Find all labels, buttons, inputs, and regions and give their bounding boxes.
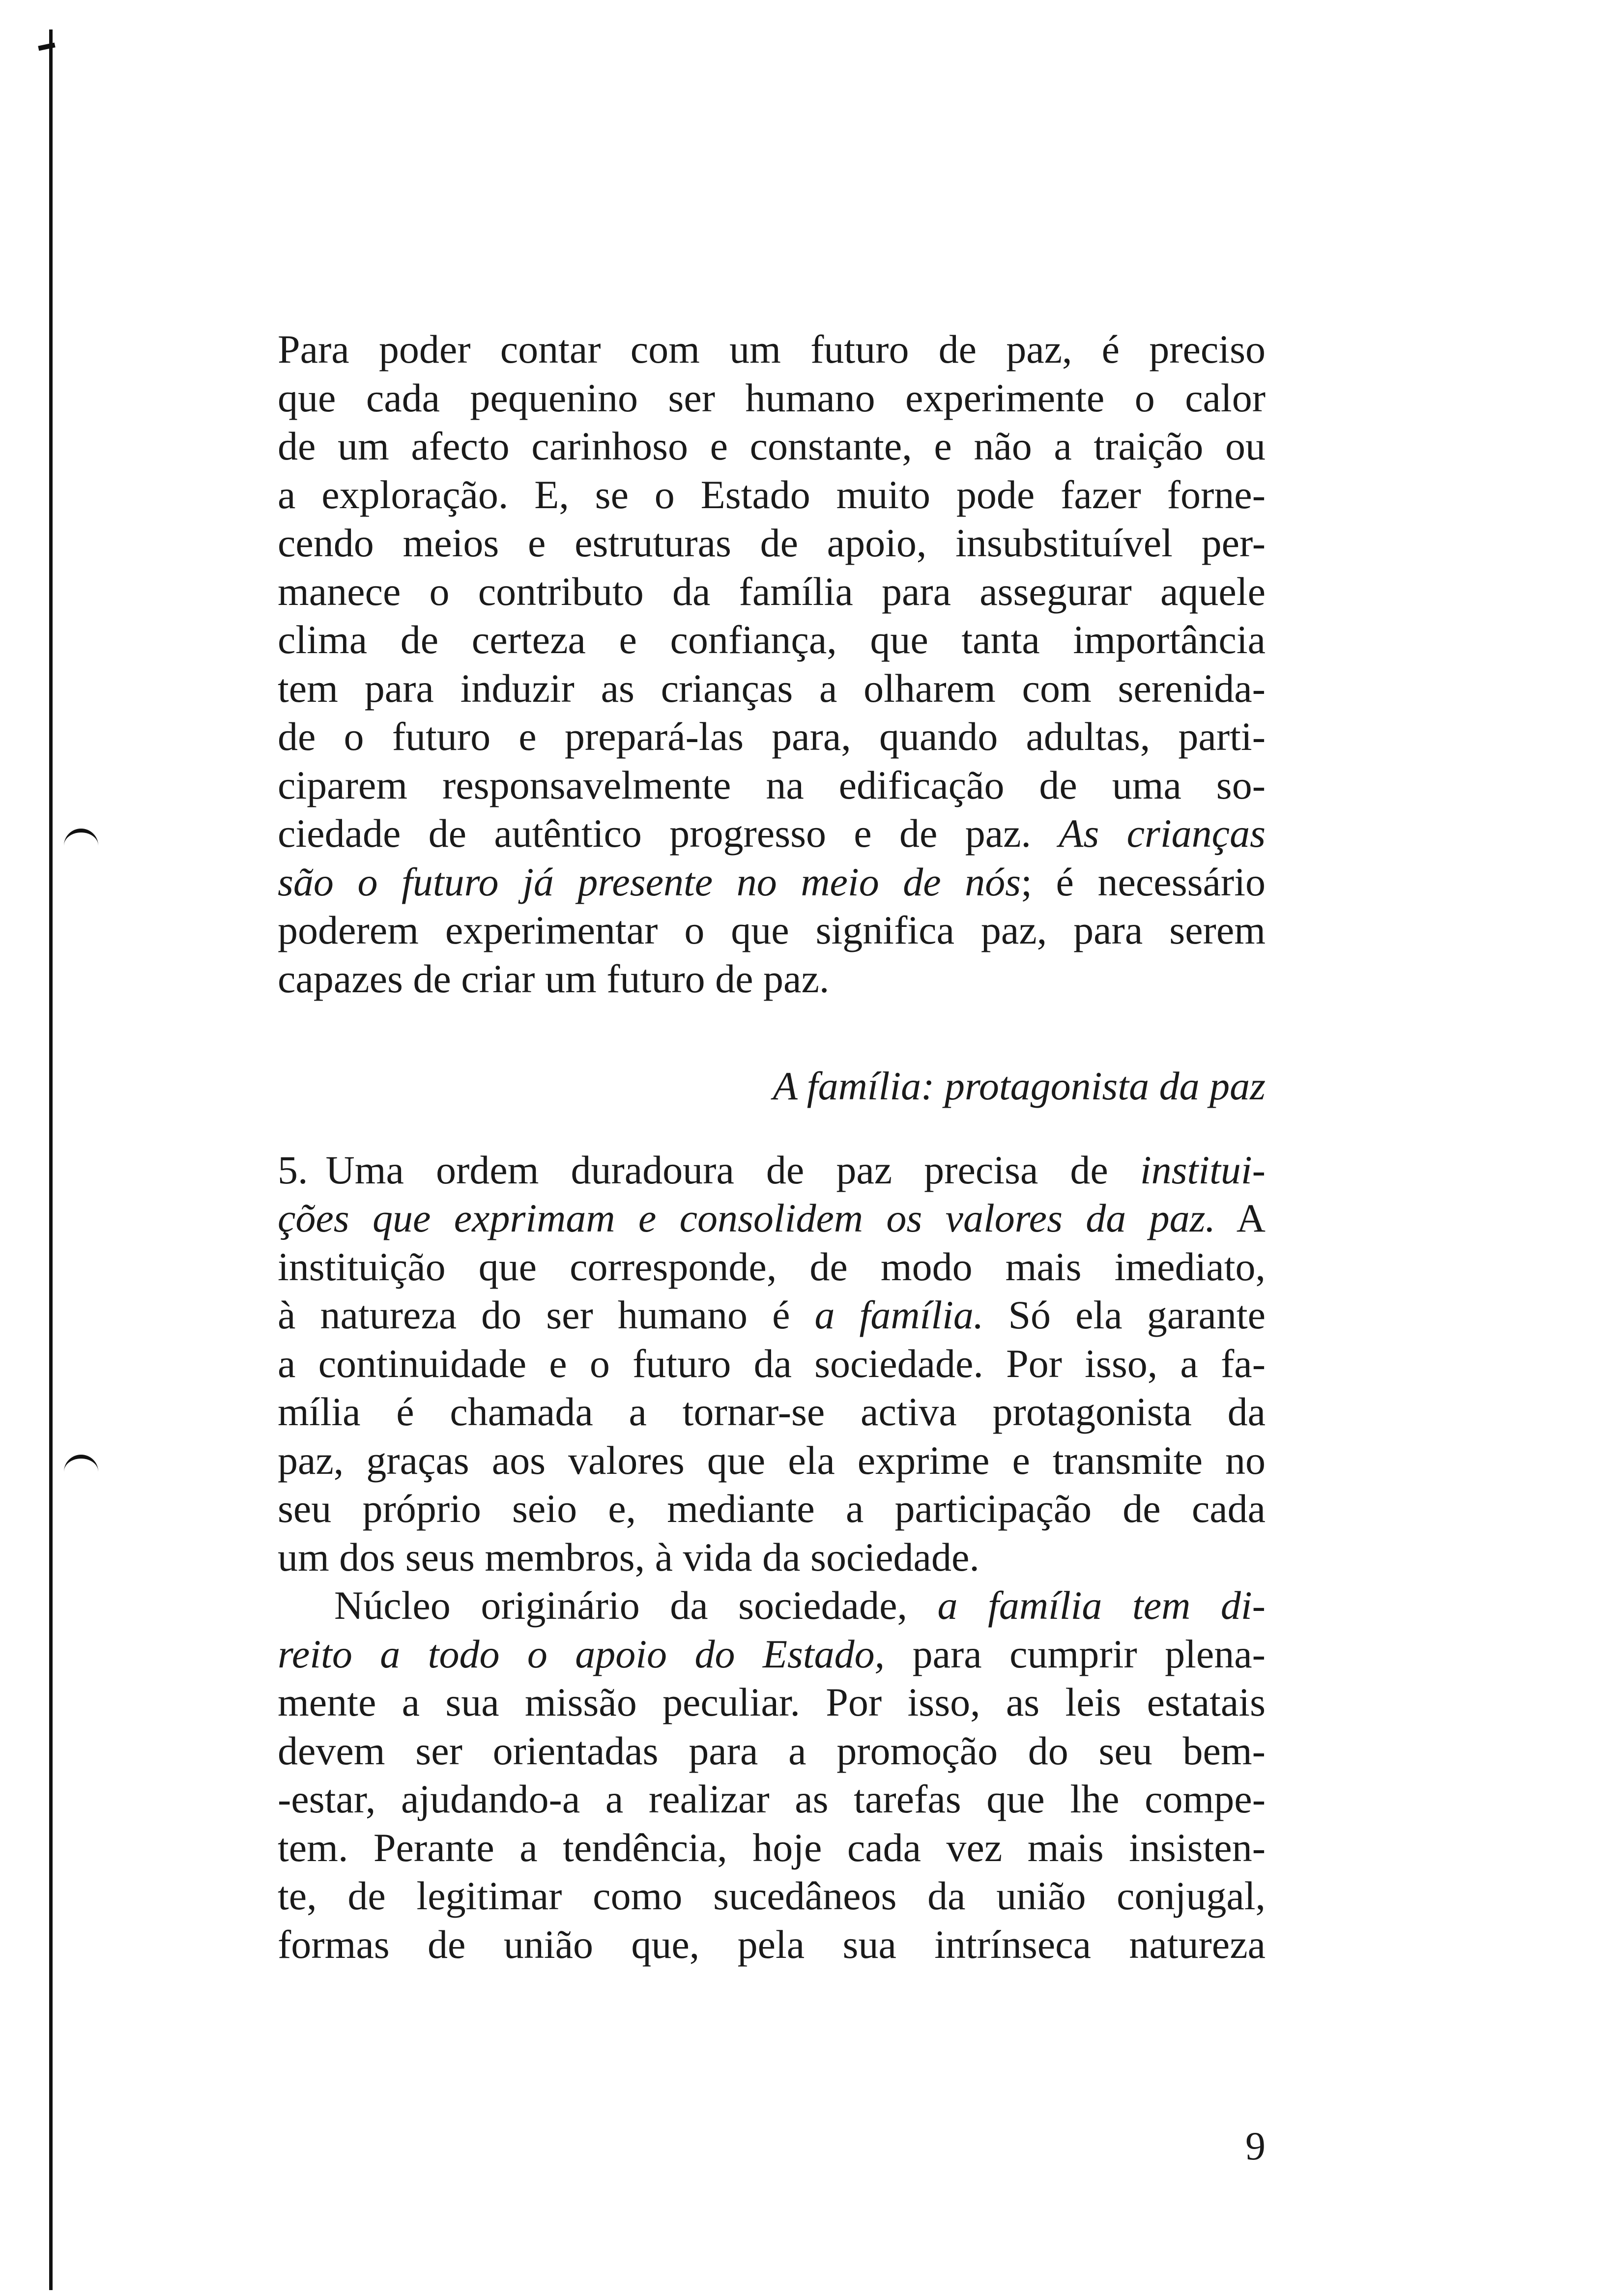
text-column: [278, 325, 1266, 1969]
text-line: tem. Perante a tendência, hoje cada vez mais insisten-: [278, 1825, 1266, 1870]
page-number: 9: [1245, 2124, 1266, 2168]
text-line: [278, 1581, 1266, 1630]
italic-span: reito a todo o apoio do Estado,: [278, 1631, 885, 1676]
text-line: seu próprio seio e, mediante a participação de cada: [278, 1486, 1266, 1531]
text-span: Uma ordem duradoura de paz precisa de: [325, 1147, 1108, 1192]
text-line: ciparem responsavelmente na edificação de uma so-: [278, 762, 1266, 807]
text-line: devem ser orientadas para a promoção do seu bem-: [278, 1728, 1266, 1773]
binding-edge-line: [49, 29, 53, 2290]
paragraph-1: [278, 325, 1266, 1003]
italic-span: a família tem di-: [937, 1583, 1266, 1628]
italic-span: As crianças: [1059, 811, 1266, 856]
binding-edge-tick: [38, 43, 55, 51]
text-span: para cumprir plena-: [912, 1631, 1266, 1676]
text-span: Só ela garante: [1008, 1292, 1266, 1337]
text-line: [278, 1146, 1266, 1195]
text-line: mília é chamada a tornar-se activa protagonista da: [278, 1389, 1266, 1434]
text-span: ; é necessário: [1021, 859, 1266, 904]
text-line: paz, graças aos valores que ela exprime e transmite no: [278, 1437, 1266, 1483]
text-line: [278, 1630, 1266, 1679]
text-line: a exploração. E, se o Estado muito pode fazer forne-: [278, 472, 1266, 517]
paragraph-2: [278, 1146, 1266, 1582]
text-line: mente a sua missão peculiar. Por isso, as leis estatais: [278, 1680, 1266, 1724]
text-line: [278, 809, 1266, 858]
text-line: manece o contributo da família para assegurar aquele: [278, 569, 1266, 614]
text-line: te, de legitimar como sucedâneos da união conjugal,: [278, 1873, 1266, 1918]
italic-span: ções que exprimam e consolidem os valores da paz.: [278, 1196, 1215, 1240]
text-line: formas de união que, pela sua intrínseca natureza: [278, 1922, 1266, 1967]
italic-span: são o futuro já presente no meio de nós: [278, 859, 1021, 904]
paragraph-3: [278, 1581, 1266, 1969]
text-line: [278, 1291, 1266, 1340]
paragraph-number: 5.: [278, 1147, 308, 1192]
text-line: instituição que corresponde, de modo mais imediato,: [278, 1244, 1266, 1289]
text-span: à natureza do ser humano é: [278, 1292, 790, 1337]
text-line: clima de certeza e confiança, que tanta importância: [278, 617, 1266, 662]
text-line: capazes de criar um futuro de paz.: [278, 956, 830, 1001]
text-line: tem para induzir as crianças a olharem com serenida-: [278, 665, 1266, 711]
section-heading: A família: protagonista da paz: [773, 1063, 1266, 1108]
text-span: Núcleo originário da sociedade,: [334, 1583, 907, 1628]
text-line: a continuidade e o futuro da sociedade. Por isso, a fa-: [278, 1341, 1266, 1386]
text-line: um dos seus membros, à vida da sociedade.: [278, 1534, 979, 1579]
text-line: que cada pequenino ser humano experimente o calor: [278, 375, 1266, 420]
text-span: ciedade de autêntico progresso e de paz.: [278, 811, 1031, 856]
italic-span: institui-: [1140, 1147, 1266, 1192]
text-line: [278, 1194, 1266, 1243]
text-line: de um afecto carinhoso e constante, e não a traição ou: [278, 424, 1266, 468]
margin-mark: [64, 1455, 98, 1472]
spacer: [278, 1111, 1266, 1146]
italic-span: a família.: [814, 1292, 984, 1337]
text-line: poderem experimentar o que significa paz, para serem: [278, 908, 1266, 952]
margin-mark: [64, 829, 98, 846]
text-line: -estar, ajudando-a a realizar as tarefas que lhe compe-: [278, 1777, 1266, 1821]
text-line: Para poder contar com um futuro de paz, é preciso: [278, 327, 1266, 372]
spacer: [278, 1003, 1266, 1062]
text-line: de o futuro e prepará-las para, quando adultas, parti-: [278, 714, 1266, 759]
text-line: cendo meios e estruturas de apoio, insubstituível per-: [278, 520, 1266, 565]
text-line: [278, 858, 1266, 907]
text-span: A: [1236, 1196, 1266, 1240]
